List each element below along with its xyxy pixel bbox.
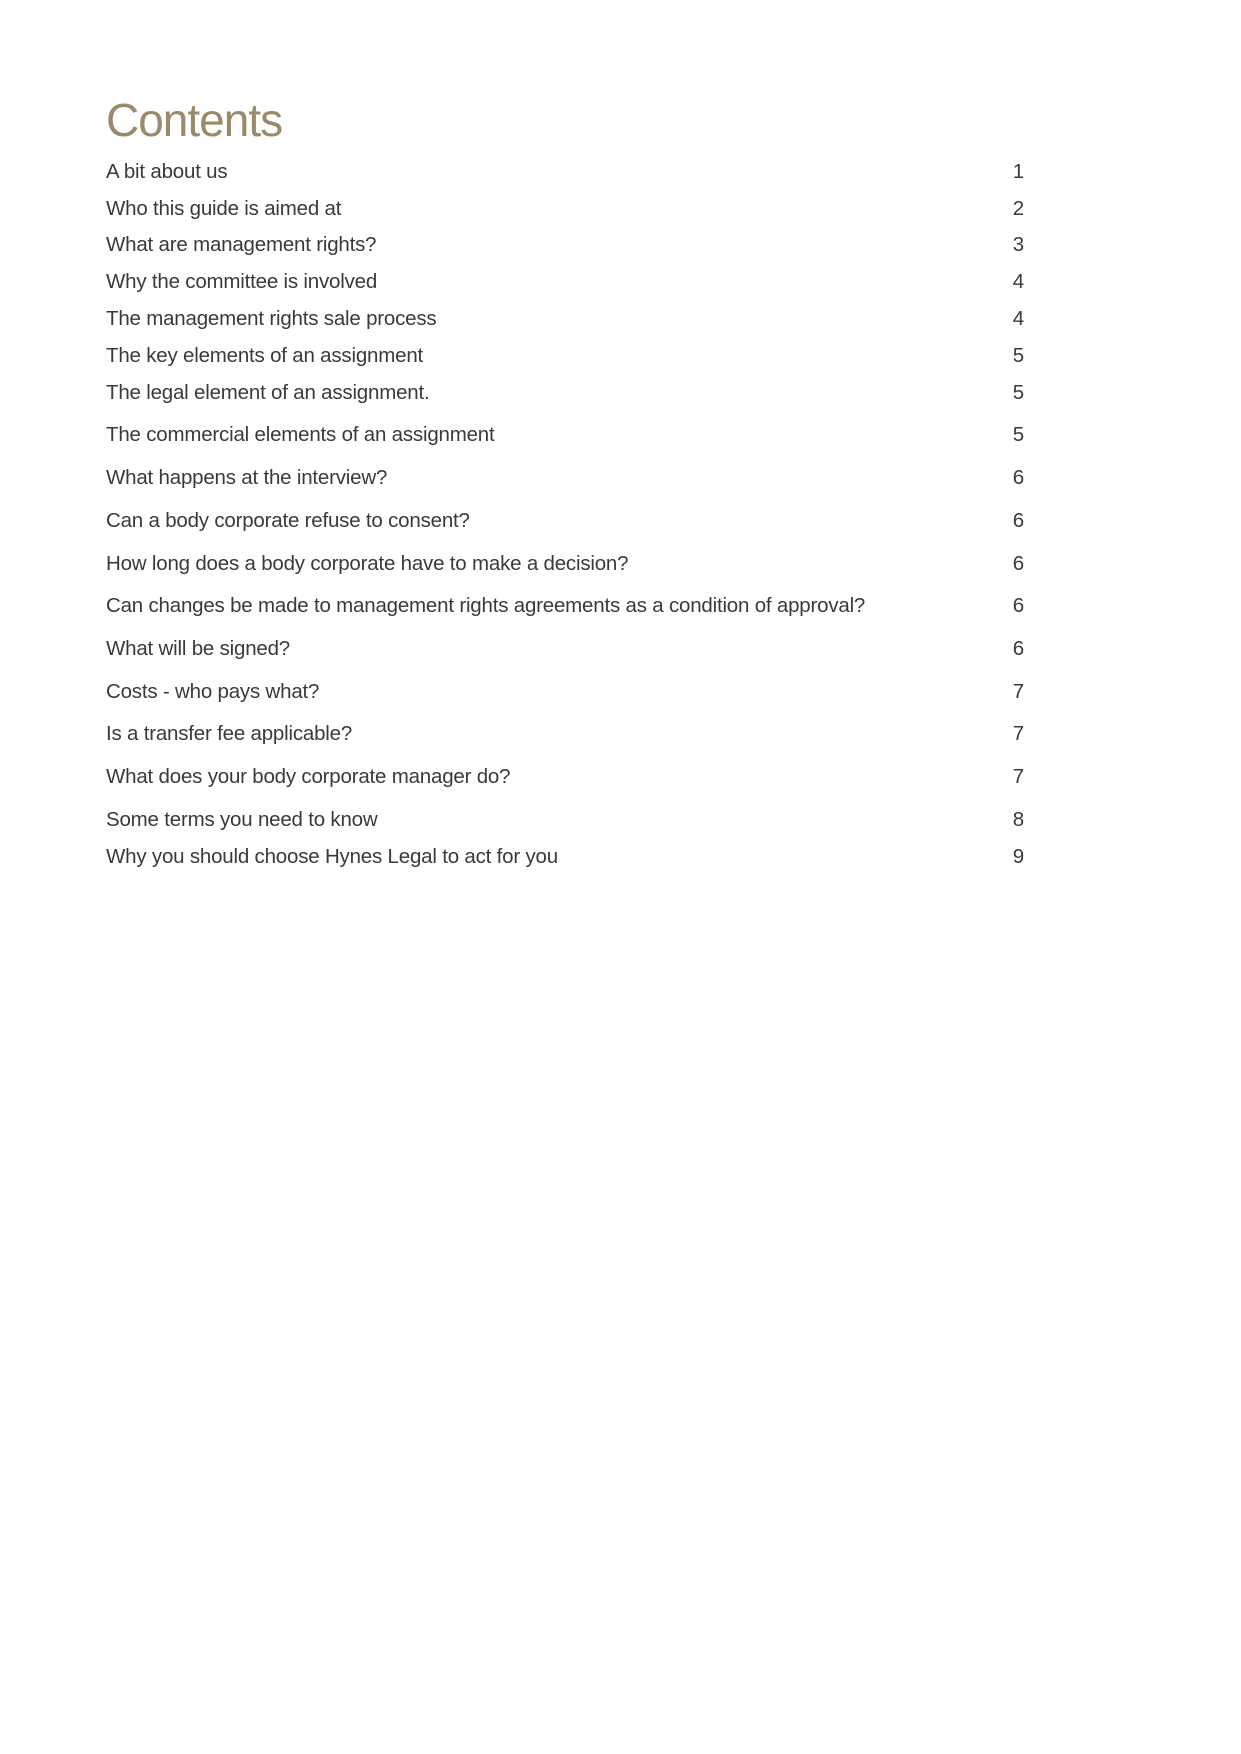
toc-entry-page: 2 xyxy=(1012,197,1024,220)
toc-entry-page: 4 xyxy=(1012,270,1024,293)
toc-entry[interactable] xyxy=(106,506,1024,536)
toc-entry[interactable] xyxy=(106,463,1024,493)
toc-entry-page: 4 xyxy=(1012,307,1024,330)
toc-entry[interactable] xyxy=(106,341,1024,371)
toc-entry-page: 8 xyxy=(1012,808,1024,831)
toc-entry-label: Can changes be made to management rights agreements as a condition of approval? xyxy=(106,594,866,617)
toc-entry-label: Can a body corporate refuse to consent? xyxy=(106,509,470,532)
toc-entry-page: 7 xyxy=(1012,765,1024,788)
toc-entry-page: 6 xyxy=(1012,637,1024,660)
toc-entry[interactable] xyxy=(106,267,1024,297)
toc-entry-page: 5 xyxy=(1012,381,1024,404)
toc-entry[interactable] xyxy=(106,230,1024,260)
toc-entry-page: 6 xyxy=(1012,509,1024,532)
toc-entry[interactable] xyxy=(106,420,1024,450)
toc-entry-page: 6 xyxy=(1012,466,1024,489)
toc-entry[interactable] xyxy=(106,719,1024,749)
toc-entry-label: A bit about us xyxy=(106,160,228,183)
toc-entry-page: 5 xyxy=(1012,423,1024,446)
toc-entry-label: Some terms you need to know xyxy=(106,808,378,831)
page-title: Contents xyxy=(106,94,283,146)
toc-entry-label: How long does a body corporate have to make a decision? xyxy=(106,552,629,575)
toc-entry[interactable] xyxy=(106,304,1024,334)
toc-entry[interactable] xyxy=(106,194,1024,224)
toc-entry[interactable] xyxy=(106,378,1024,408)
toc-entry[interactable] xyxy=(106,634,1024,664)
toc-entry-label: What does your body corporate manager do? xyxy=(106,765,511,788)
toc-entry[interactable] xyxy=(106,591,1024,621)
toc-entry-page: 9 xyxy=(1012,845,1024,868)
toc-entry[interactable] xyxy=(106,157,1024,187)
table-of-contents xyxy=(106,0,1024,900)
toc-entry-label: The key elements of an assignment xyxy=(106,344,424,367)
toc-entry-page: 5 xyxy=(1012,344,1024,367)
toc-entry[interactable] xyxy=(106,805,1024,835)
toc-entry-page: 7 xyxy=(1012,680,1024,703)
toc-entry[interactable] xyxy=(106,762,1024,792)
toc-entry-label: What happens at the interview? xyxy=(106,466,388,489)
toc-entry-label: Who this guide is aimed at xyxy=(106,197,342,220)
toc-entry-label: The management rights sale process xyxy=(106,307,437,330)
toc-entry-page: 6 xyxy=(1012,594,1024,617)
toc-entry[interactable] xyxy=(106,677,1024,707)
toc-entry-page: 3 xyxy=(1012,233,1024,256)
toc-entry-label: Costs - who pays what? xyxy=(106,680,320,703)
toc-entry-label: The legal element of an assignment. xyxy=(106,381,430,404)
toc-entry-label: Why you should choose Hynes Legal to act for you xyxy=(106,845,558,868)
toc-entry-label: What are management rights? xyxy=(106,233,377,256)
toc-entry-label: Why the committee is involved xyxy=(106,270,378,293)
toc-entry-label: What will be signed? xyxy=(106,637,291,660)
toc-entry-page: 1 xyxy=(1012,160,1024,183)
toc-entry[interactable] xyxy=(106,842,1024,872)
toc-entry-label: The commercial elements of an assignment xyxy=(106,423,495,446)
toc-entry[interactable] xyxy=(106,549,1024,579)
toc-entry-page: 6 xyxy=(1012,552,1024,575)
toc-entry-page: 7 xyxy=(1012,722,1024,745)
toc-entry-label: Is a transfer fee applicable? xyxy=(106,722,353,745)
